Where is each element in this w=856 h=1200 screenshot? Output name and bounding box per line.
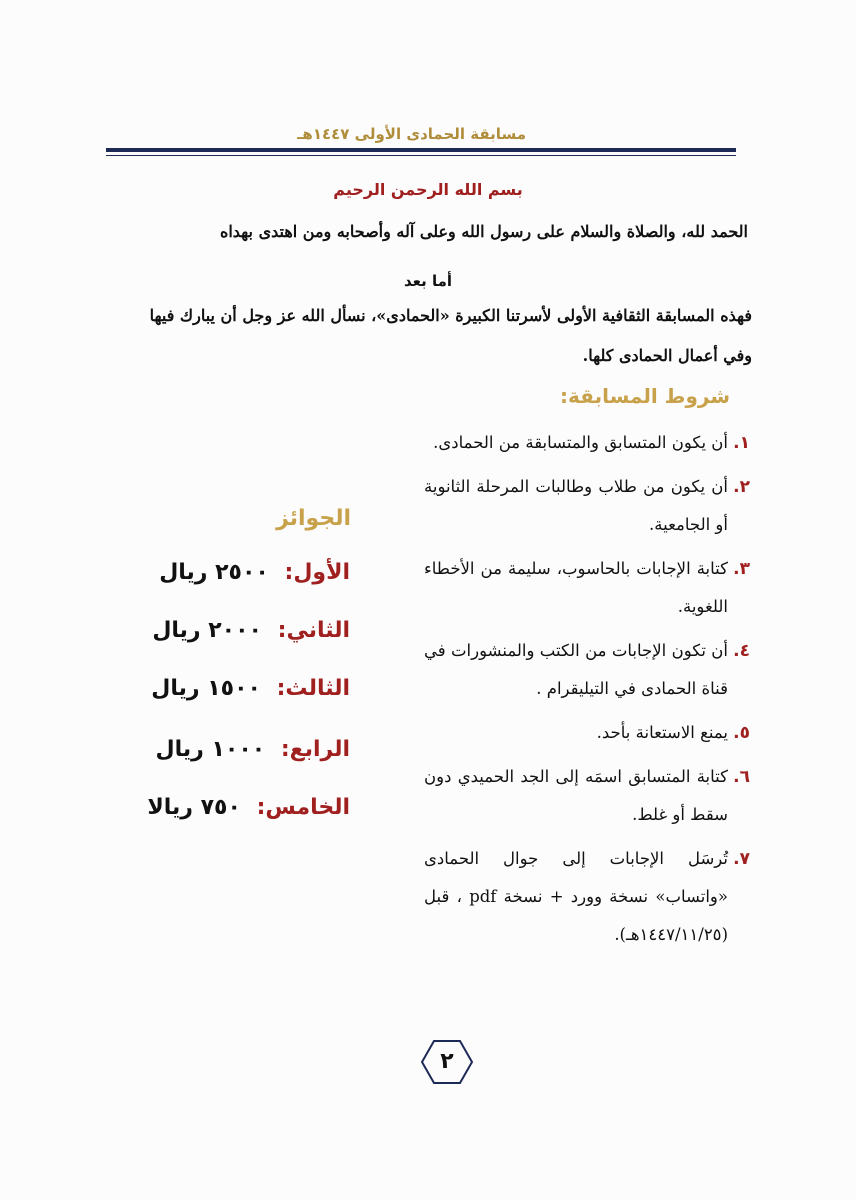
condition-text: أن يكون من طلاب وطالبات المرحلة الثانوية أو الجامعية. (424, 477, 728, 534)
header-title: مسابقة الحمادى الأولى ١٤٤٧هـ (297, 125, 526, 143)
page-number: ٢ (440, 1049, 454, 1074)
condition-item (424, 550, 750, 626)
prize-label: الثاني: (277, 618, 350, 643)
condition-number: ٤. (733, 641, 750, 661)
condition-text: أن يكون المتسابق والمتسابقة من الحمادى. (433, 433, 728, 452)
condition-number: ١. (733, 433, 750, 453)
prize-second (152, 618, 350, 643)
prize-amount: ١٠٠٠ ريال (155, 737, 266, 762)
condition-number: ٦. (733, 767, 750, 787)
intro-amma-bad: أما بعد (403, 272, 453, 290)
basmala: بسم الله الرحمن الرحيم (333, 180, 523, 199)
condition-item (424, 840, 750, 954)
prize-amount: ٧٥٠ ريالا (147, 795, 241, 820)
conditions-list (424, 424, 750, 960)
prizes-title: الجوائز (276, 506, 351, 531)
condition-text: كتابة الإجابات بالحاسوب، سليمة من الأخطاء اللغوية. (424, 559, 728, 616)
condition-number: ٧. (733, 849, 750, 869)
prize-fifth (147, 795, 350, 820)
prize-fourth (156, 737, 350, 762)
condition-item (424, 424, 750, 462)
conditions-title: شروط المسابقة: (560, 384, 730, 408)
prize-label: الأول: (284, 560, 350, 585)
page-number-badge (420, 1039, 474, 1085)
intro-hamd: الحمد لله، والصلاة والسلام على رسول الله وعلى آله وأصحابه ومن اهتدى بهداه (219, 222, 748, 241)
intro-line-1: فهذه المسابقة الثقافية الأولى لأسرتنا الكبيرة «الحمادى»، نسأل الله عز وجل أن يبارك فيها (149, 306, 752, 325)
prize-amount: ٢٠٠٠ ريال (152, 618, 262, 643)
condition-number: ٣. (733, 559, 750, 579)
condition-number: ٢. (733, 477, 750, 497)
condition-text: أن تكون الإجابات من الكتب والمنشورات في قناة الحمادى في التيليقرام . (424, 641, 728, 698)
condition-text: كتابة المتسابق اسمَه إلى الجد الحميدي دون سقط أو غلط. (424, 767, 728, 824)
intro-line-2: وفي أعمال الحمادى كلها. (582, 346, 752, 365)
condition-item (424, 714, 750, 752)
condition-item (424, 632, 750, 708)
prize-amount: ٢٥٠٠ ريال (159, 560, 269, 585)
condition-item (424, 758, 750, 834)
condition-text: تُرسَل الإجابات إلى جوال الحمادى «واتساب» نسخة وورد + نسخة pdf ، قبل (١٤٤٧/١١/٢٥هـ). (424, 849, 728, 944)
header-rule-thick (106, 148, 736, 152)
prize-label: الرابع: (280, 737, 350, 762)
condition-item (424, 468, 750, 544)
prize-amount: ١٥٠٠ ريال (151, 676, 261, 701)
prize-third (151, 676, 350, 701)
condition-number: ٥. (733, 723, 750, 743)
header-rule-thin (106, 155, 736, 156)
prize-first (159, 560, 350, 585)
prize-label: الثالث: (276, 676, 350, 701)
prize-label: الخامس: (256, 795, 350, 820)
condition-text: يمنع الاستعانة بأحد. (596, 723, 728, 742)
